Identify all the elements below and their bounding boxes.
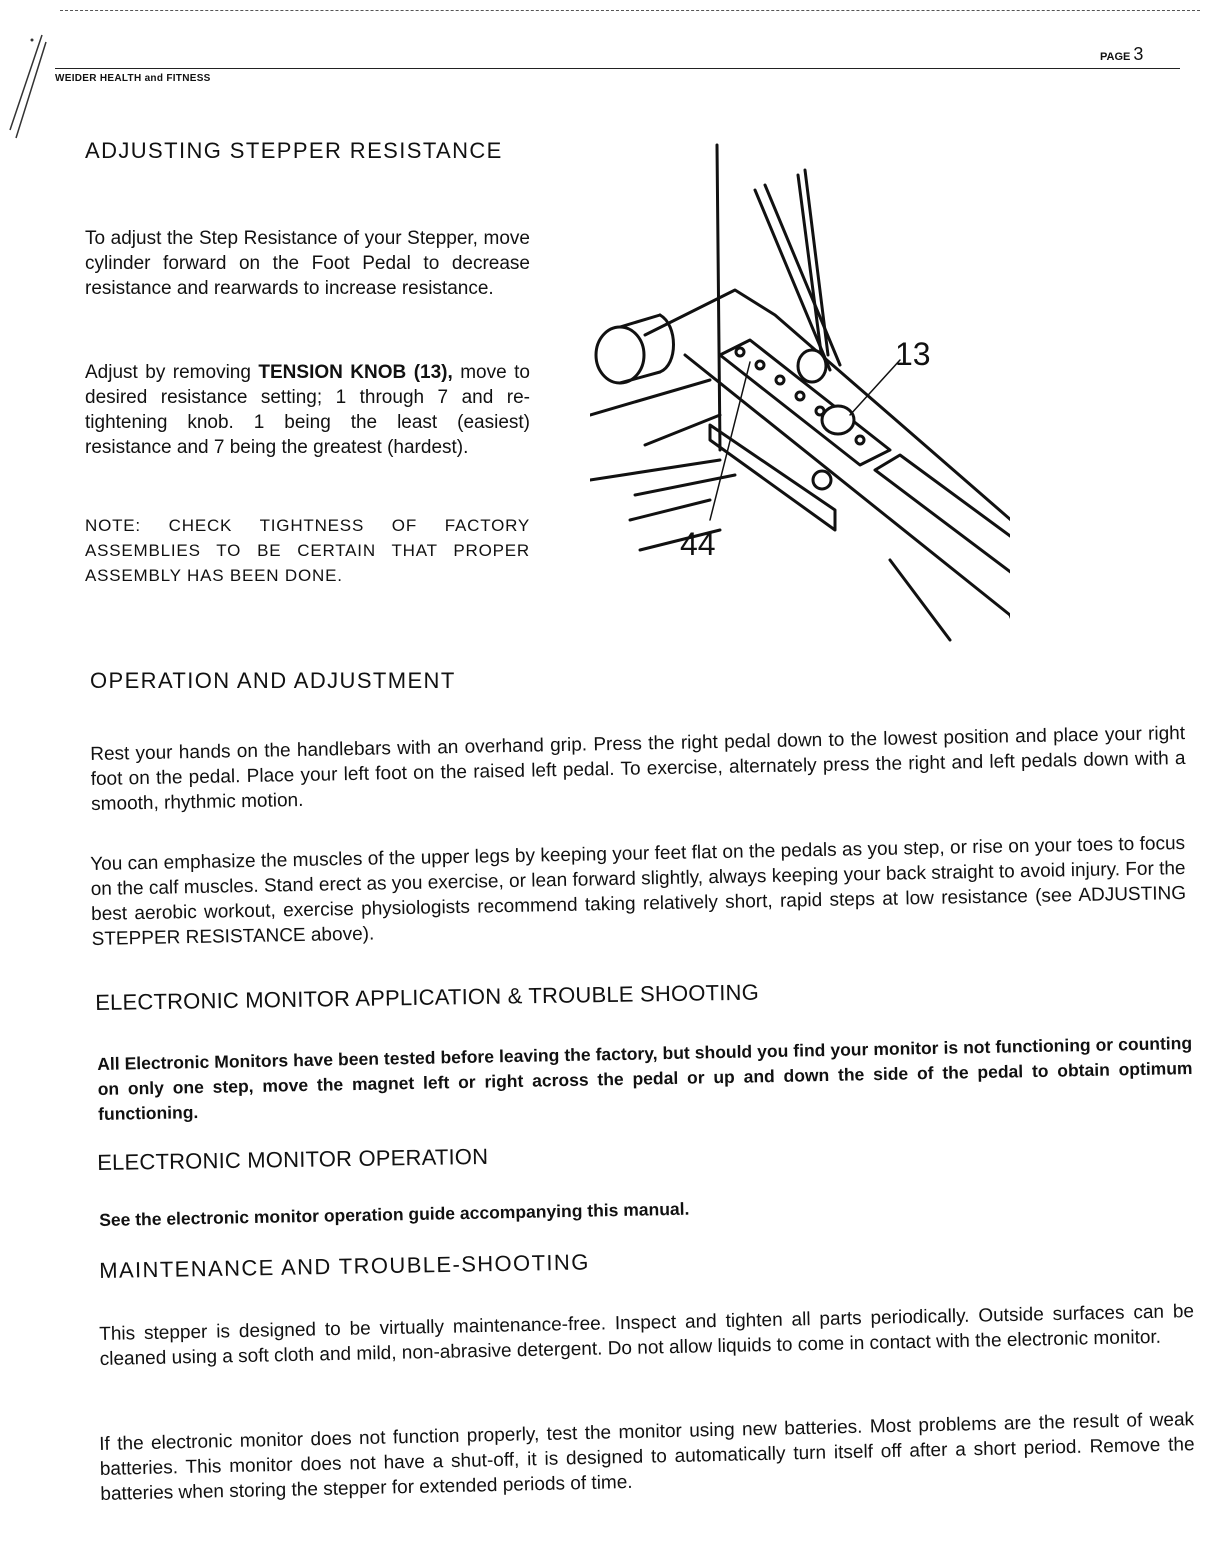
monitor-application-paragraph: All Electronic Monitors have been tested before leaving the factory, but should you find your monitor is not functioning or counting on only one step, move the magnet left or right across the pedal or up and down the side of the pedal to obtain optimum functioning. [97,1032,1193,1124]
page-label: PAGE [1100,51,1131,63]
operation-title: OPERATION AND ADJUSTMENT [90,668,456,693]
scan-corner-mark [2,20,62,140]
operation-paragraph-2: You can emphasize the muscles of the upper legs by keeping your feet flat on the pedals as you step, or rise on your toes to focus on the calf muscles. Stand erect as you exercise, or lean forward slightly, always keeping your back straight to avoid injury. For the best aerobic workout, exercise physiologists recommend taking relatively short, rapid steps at low resistance (see ADJUSTING STEPPER RESISTANCE above). [90,832,1187,950]
callout-44-leader [710,362,750,520]
monitor-application-title: ELECTRONIC MONITOR APPLICATION & TROUBLE SHOOTING [95,979,760,1015]
adjusting-paragraph-1: To adjust the Step Resistance of your Stepper, move cylinder forward on the Foot Pedal to decrease resistance and rearwards to increase resistance. [85,228,530,299]
brand-header: WEIDER HEALTH and FITNESS [55,73,211,84]
foot-pedal [710,315,1010,600]
assembly-note: NOTE: CHECK TIGHTNESS OF FACTORY ASSEMBLIES TO BE CERTAIN THAT PROPER ASSEMBLY HAS BEEN DONE. [85,516,530,585]
operation-paragraph-1: Rest your hands on the handlebars with an overhand grip. Press the right pedal down to the lowest position and place your right foot on the pedal. Place your left foot on the raised left pedal. To exercise, alternately press the right and left pedals down with a smooth, rhythmic motion. [90,722,1186,815]
cylinder-cap [596,327,644,383]
maintenance-paragraph-2: If the electronic monitor does not function properly, test the monitor using new batteries. Most problems are the result of weak batteries. This monitor does not have a shut-off, it is designed to automatically turn itself off after a short period. Remove the batteries when storing the stepper for extended periods of time. [99,1409,1195,1505]
monitor-operation-title: ELECTRONIC MONITOR OPERATION [97,1143,489,1175]
stepper-pedal-illustration [590,140,1010,660]
pedal-grip-pad [875,455,1010,598]
tension-knob [822,406,854,434]
rear-tube [590,380,720,445]
maintenance-title: MAINTENANCE AND TROUBLE-SHOOTING [99,1249,590,1283]
page-number-value: 3 [1133,44,1144,64]
tension-knob-label: TENSION KNOB (13), [258,362,453,383]
callout-44: 44 [680,526,716,562]
scan-top-edge [60,10,1200,11]
adjusting-paragraph-2 [85,360,530,460]
monitor-operation-paragraph: See the electronic monitor operation guide accompanying this manual. [99,1198,690,1230]
header-rule [55,68,1180,69]
callout-13: 13 [895,336,931,372]
page-number [1100,44,1143,65]
adjusting-paragraph-2-start: Adjust by removing [85,362,259,383]
pedal-long-edge [685,355,1010,615]
maintenance-paragraph-1: This stepper is designed to be virtually maintenance-free. Inspect and tighten all parts periodically. Outside surfaces can be cleaned using a soft cloth and mild, non-abrasive detergent. Do not allow liquids to come in contact with the electronic monitor. [99,1301,1195,1370]
adjusting-title: ADJUSTING STEPPER RESISTANCE [85,138,503,163]
adjusting-paragraph-2-end: move to desired resistance setting; 1 through 7 and re-tightening knob. 1 being the least (easiest) resistance and 7 being the greatest (hardest). [85,362,530,458]
